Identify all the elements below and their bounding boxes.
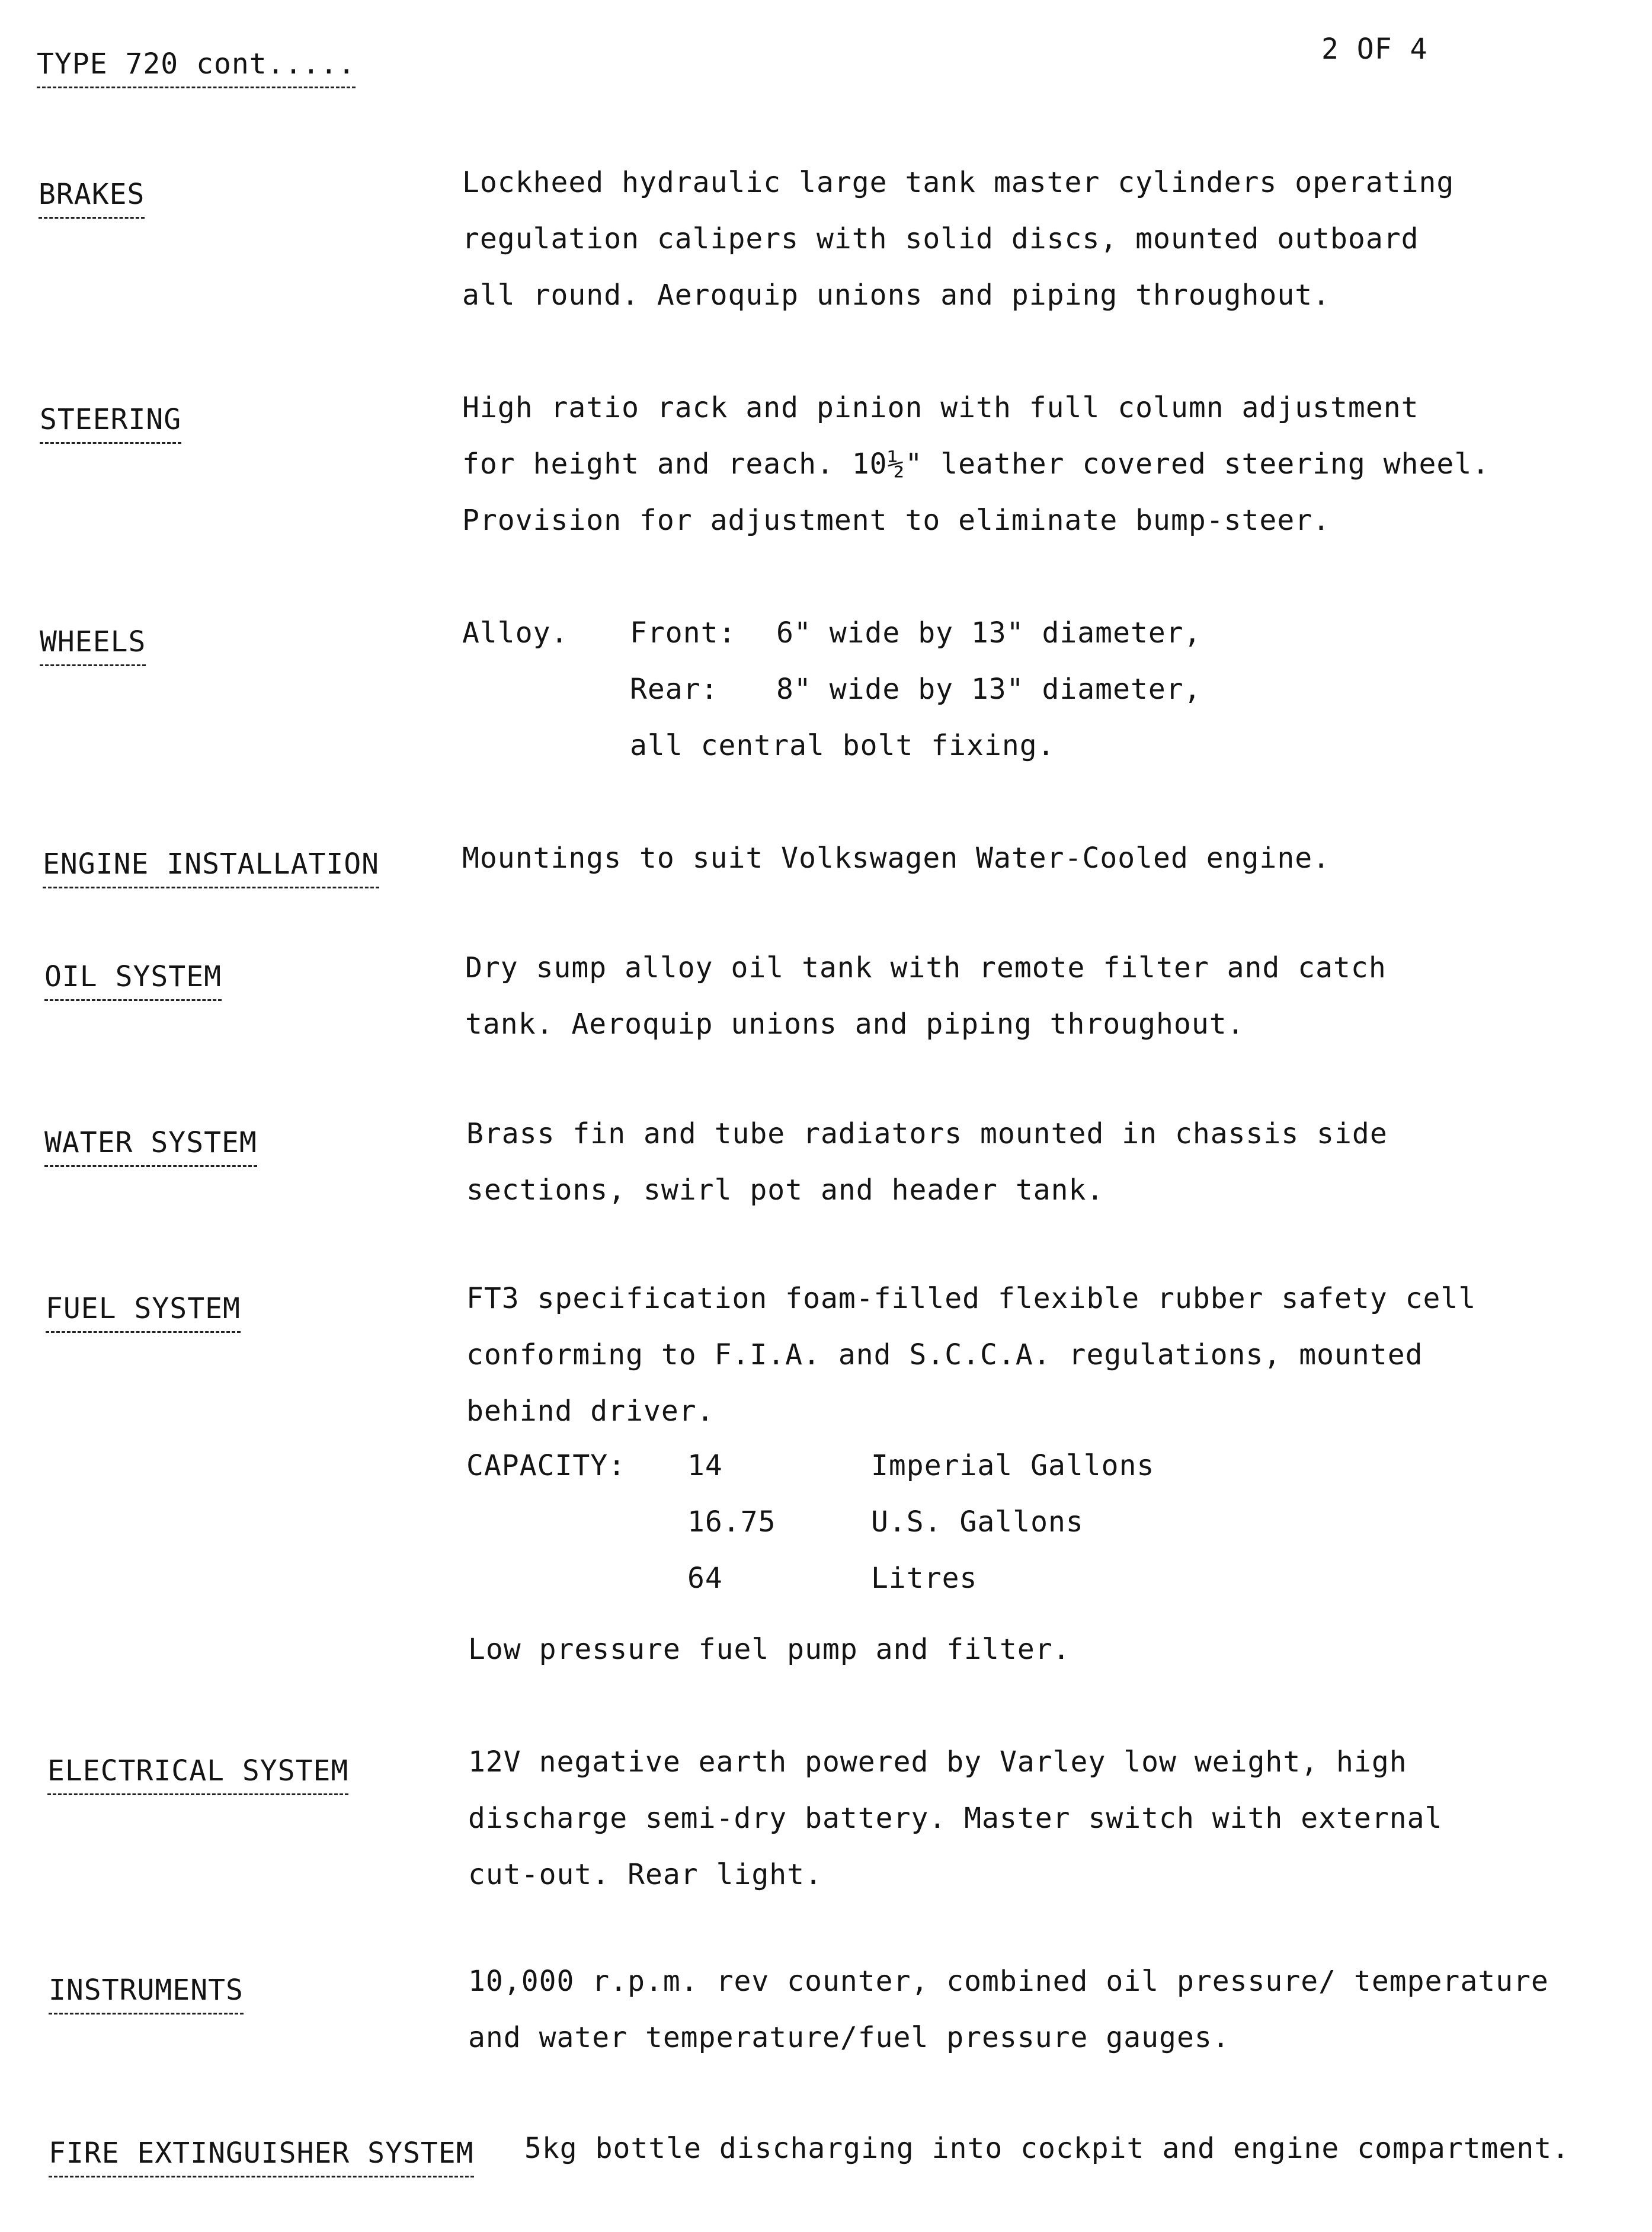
steering-line-2: for height and reach. 10½" leather covered steering wheel.	[462, 447, 1490, 481]
fuel-capacity-value: 16.75	[687, 1505, 776, 1539]
steering-line-3: Provision for adjustment to eliminate bump-steer.	[462, 504, 1331, 537]
wheels-front-value: 6" wide by 13" diameter,	[776, 616, 1202, 650]
brakes-label: BRAKES	[39, 178, 145, 219]
brakes-line-3: all round. Aeroquip unions and piping throughout.	[462, 279, 1331, 312]
wheels-label: WHEELS	[40, 625, 146, 666]
fuel-capacity-value: 14	[687, 1449, 723, 1482]
fuel-capacity-unit: Imperial Gallons	[871, 1449, 1155, 1482]
header-title: TYPE 720 cont.....	[37, 47, 356, 88]
fire-line-1: 5kg bottle discharging into cockpit and engine compartment.	[524, 2132, 1570, 2165]
oil-line-1: Dry sump alloy oil tank with remote filter and catch	[465, 951, 1387, 984]
electrical-line-1: 12V negative earth powered by Varley low weight, high	[468, 1745, 1407, 1779]
brakes-line-1: Lockheed hydraulic large tank master cylinders operating	[462, 166, 1455, 199]
water-line-2: sections, swirl pot and header tank.	[466, 1173, 1104, 1207]
fuel-capacity-value: 64	[687, 1562, 723, 1595]
fuel-capacity-unit: U.S. Gallons	[871, 1505, 1084, 1539]
fuel-capacity-label: CAPACITY:	[466, 1449, 626, 1482]
oil-line-2: tank. Aeroquip unions and piping throughout.	[465, 1008, 1245, 1041]
water-label: WATER SYSTEM	[44, 1126, 257, 1167]
water-line-1: Brass fin and tube radiators mounted in chassis side	[466, 1117, 1388, 1150]
electrical-line-2: discharge semi-dry battery. Master switch with external	[468, 1802, 1443, 1835]
fire-label: FIRE EXTINGUISHER SYSTEM	[49, 2137, 474, 2177]
fuel-line-2: conforming to F.I.A. and S.C.C.A. regulations, mounted	[466, 1338, 1423, 1371]
wheels-front-label: Front:	[630, 616, 737, 650]
brakes-line-2: regulation calipers with solid discs, mounted outboard	[462, 222, 1419, 255]
wheels-material: Alloy.	[462, 616, 569, 650]
wheels-fixing: all central bolt fixing.	[630, 729, 1055, 762]
wheels-rear-label: Rear:	[630, 673, 719, 706]
electrical-line-3: cut-out. Rear light.	[468, 1858, 822, 1891]
steering-line-1: High ratio rack and pinion with full column adjustment	[462, 391, 1419, 424]
fuel-capacity-unit: Litres	[871, 1562, 978, 1595]
instruments-line-1: 10,000 r.p.m. rev counter, combined oil pressure/ temperature	[468, 1965, 1549, 1998]
wheels-rear-value: 8" wide by 13" diameter,	[776, 673, 1202, 706]
page-number: 2 OF 4	[1321, 33, 1428, 66]
instruments-label: INSTRUMENTS	[49, 1974, 244, 2014]
steering-label: STEERING	[40, 403, 181, 444]
oil-label: OIL SYSTEM	[44, 960, 222, 1001]
fuel-pump-line: Low pressure fuel pump and filter.	[468, 1633, 1071, 1666]
instruments-line-2: and water temperature/fuel pressure gauges.	[468, 2021, 1230, 2054]
fuel-label: FUEL SYSTEM	[46, 1292, 241, 1333]
fuel-line-3: behind driver.	[466, 1395, 715, 1428]
electrical-label: ELECTRICAL SYSTEM	[47, 1754, 348, 1795]
engine-label: ENGINE INSTALLATION	[43, 848, 379, 888]
fuel-line-1: FT3 specification foam-filled flexible rubber safety cell	[466, 1282, 1477, 1315]
engine-line-1: Mountings to suit Volkswagen Water-Cooled engine.	[462, 842, 1331, 875]
